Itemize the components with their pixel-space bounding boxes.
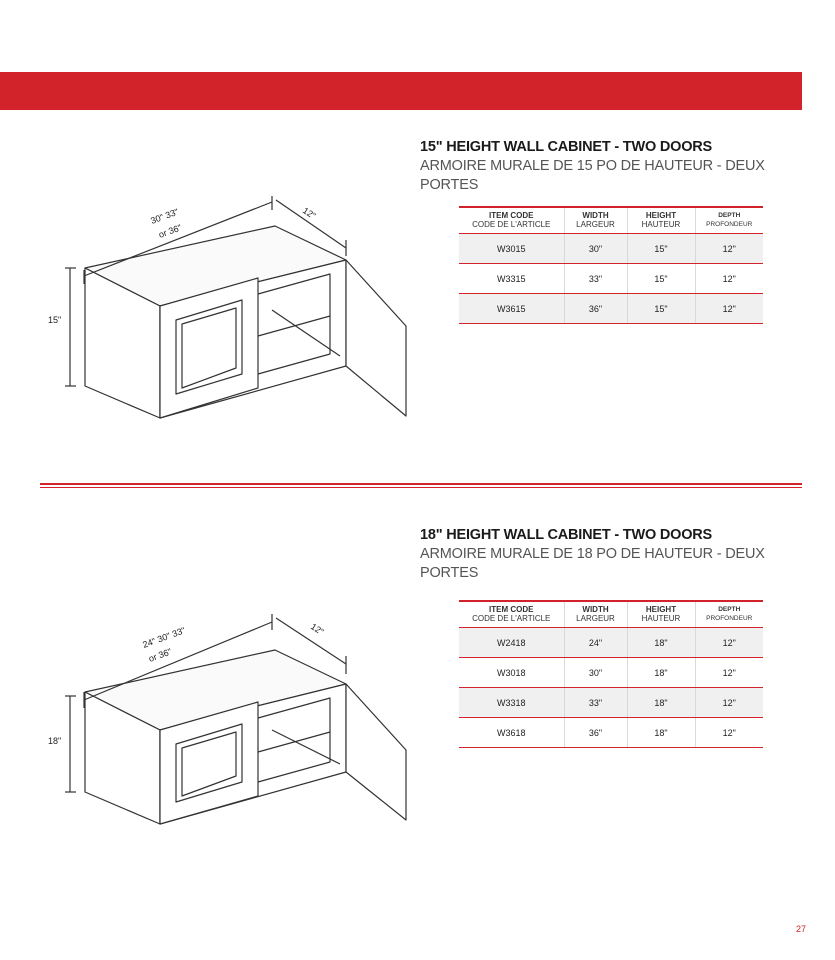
section-title-fr: ARMOIRE MURALE DE 18 PO DE HAUTEUR - DEUX PORTES [420, 546, 765, 581]
item-code-cell: W3618 [459, 718, 564, 748]
table-row [459, 628, 763, 658]
width-cell: 33" [564, 688, 627, 718]
table-row [459, 658, 763, 688]
width-dimension-label-1: 24" 30" 33" [141, 625, 187, 650]
table-row [459, 688, 763, 718]
section-title-en: 18" HEIGHT WALL CABINET - TWO DOORS [420, 527, 713, 543]
cabinet-drawing-15 [40, 160, 420, 440]
table-row [459, 294, 763, 324]
depth-cell: 12" [695, 628, 763, 658]
height-cell: 18" [627, 628, 695, 658]
item-code-cell: W3015 [459, 234, 564, 264]
section-title-block [420, 138, 780, 195]
height-cell: 15" [627, 234, 695, 264]
depth-cell: 12" [695, 718, 763, 748]
height-dimension-label: 15" [48, 315, 62, 325]
item-code-cell: W3018 [459, 658, 564, 688]
width-cell: 30" [564, 234, 627, 264]
spec-table-18 [459, 600, 763, 748]
spec-table-header [459, 207, 763, 234]
item-code-cell: W3615 [459, 294, 564, 324]
item-code-cell: W3318 [459, 688, 564, 718]
height-header: HEIGHT HAUTEUR [627, 207, 695, 234]
width-cell: 36" [564, 294, 627, 324]
width-header: WIDTH LARGEUR [564, 601, 627, 628]
item-code-header: ITEM CODE CODE DE L'ARTICLE [459, 207, 564, 234]
section-title-fr: ARMOIRE MURALE DE 15 PO DE HAUTEUR - DEUX PORTES [420, 158, 765, 193]
height-header: HEIGHT HAUTEUR [627, 601, 695, 628]
height-cell: 15" [627, 294, 695, 324]
spec-table-header [459, 601, 763, 628]
section-title-en: 15" HEIGHT WALL CABINET - TWO DOORS [420, 139, 713, 155]
width-dimension-label-2: or 36" [157, 222, 183, 240]
section-divider-thin [40, 487, 802, 488]
depth-cell: 12" [695, 294, 763, 324]
depth-dimension-label: 12" [300, 205, 318, 221]
depth-header: DEPTH PROFONDEUR [695, 207, 763, 234]
page-number: 27 [796, 924, 807, 934]
depth-cell: 12" [695, 688, 763, 718]
table-row [459, 718, 763, 748]
height-dimension-label: 18" [48, 736, 62, 746]
width-cell: 30" [564, 658, 627, 688]
depth-dimension-label: 12" [308, 621, 326, 637]
width-dimension-label-2: or 36" [147, 646, 173, 664]
width-cell: 24" [564, 628, 627, 658]
header-banner [0, 72, 802, 110]
width-cell: 33" [564, 264, 627, 294]
width-header: WIDTH LARGEUR [564, 207, 627, 234]
depth-cell: 12" [695, 264, 763, 294]
width-dimension-label-1: 30" 33" [149, 206, 180, 226]
item-code-cell: W2418 [459, 628, 564, 658]
cabinet-section-18 [0, 518, 835, 848]
cabinet-section-15 [0, 130, 835, 470]
spec-table-15 [459, 206, 763, 324]
depth-header: DEPTH PROFONDEUR [695, 601, 763, 628]
depth-cell: 12" [695, 658, 763, 688]
height-cell: 18" [627, 688, 695, 718]
height-cell: 18" [627, 658, 695, 688]
table-row [459, 264, 763, 294]
section-divider [40, 483, 802, 485]
width-cell: 36" [564, 718, 627, 748]
height-cell: 15" [627, 264, 695, 294]
cabinet-drawing-18 [40, 584, 420, 864]
item-code-header: ITEM CODE CODE DE L'ARTICLE [459, 601, 564, 628]
height-cell: 18" [627, 718, 695, 748]
table-row [459, 234, 763, 264]
section-title-block [420, 526, 780, 583]
depth-cell: 12" [695, 234, 763, 264]
item-code-cell: W3315 [459, 264, 564, 294]
